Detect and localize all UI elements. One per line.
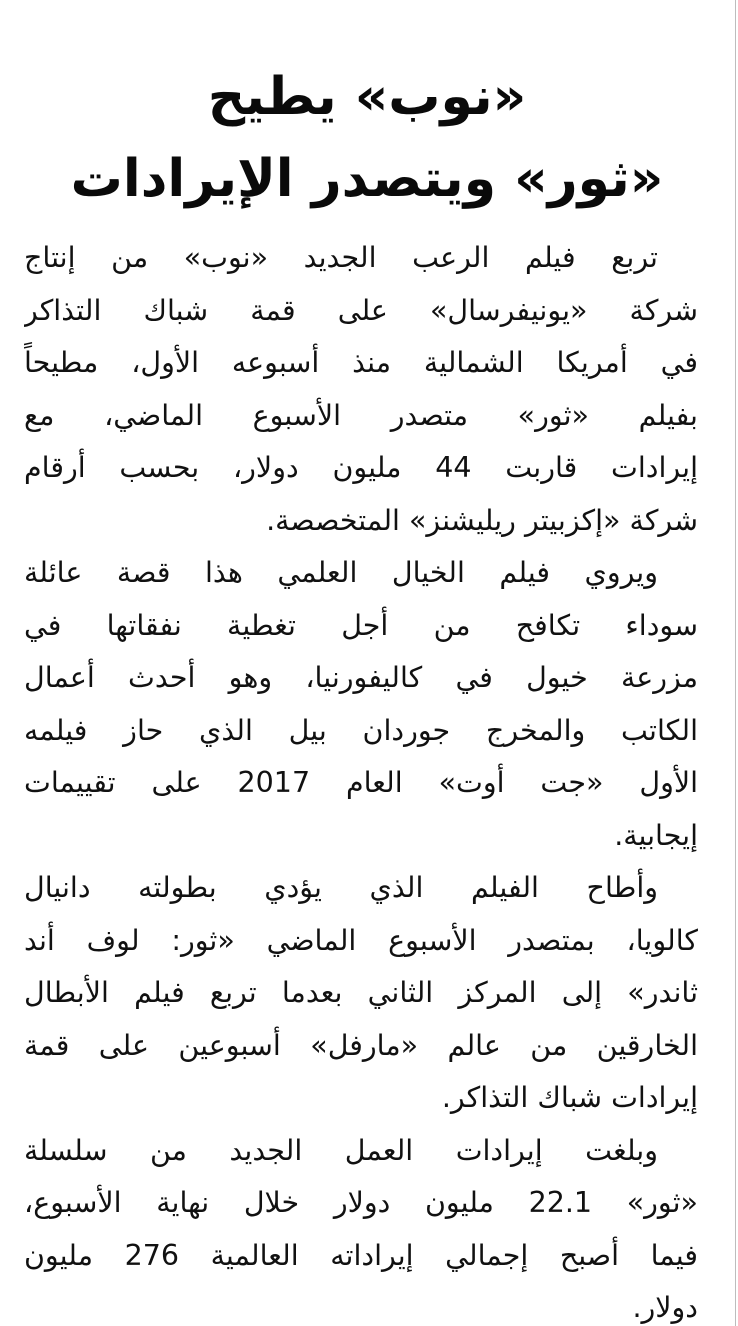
paragraph-1-line: شركة «يونيفرسال» على قمة شباك التذاكر bbox=[24, 293, 698, 327]
paragraph-3-line: إيرادات شباك التذاكر. bbox=[441, 1081, 698, 1114]
paragraph-4-line: «ثور» 22.1 مليون دولار خلال نهاية الأسبوع، bbox=[24, 1186, 698, 1219]
paragraph-3-line: ثاندر» إلى المركز الثاني بعدما تربع فيلم الأبطال bbox=[24, 976, 698, 1009]
paragraph-2-line: سوداء تكافح من أجل تغطية نفقاتها في bbox=[24, 608, 698, 642]
column-divider bbox=[735, 0, 736, 1326]
paragraph-2-line: الكاتب والمخرج جوردان بيل الذي حاز فيلمه bbox=[24, 713, 698, 747]
paragraph-3-line: الخارقين من عالم «مارفل» أسبوعين على قمة bbox=[24, 1028, 698, 1062]
paragraph-1-line: شركة «إكزبيتر ريليشنز» المتخصصة. bbox=[266, 503, 698, 537]
paragraph-1-line: إيرادات قاربت 44 مليون دولار، بحسب أرقام bbox=[24, 451, 698, 484]
paragraph-2-line: ويروي فيلم الخيال العلمي هذا قصة عائلة bbox=[24, 556, 658, 589]
headline-line: «نوب» يطيح bbox=[207, 67, 527, 127]
paragraph-4-line: دولار. bbox=[632, 1291, 698, 1324]
paragraph-3-line: وأطاح الفيلم الذي يؤدي بطولته دانيال bbox=[24, 871, 658, 904]
paragraph-4-line: فيما أصبح إجمالي إيراداته العالمية 276 مليون bbox=[24, 1238, 698, 1272]
headline-line: «ثور» ويتصدر الإيرادات bbox=[70, 149, 664, 209]
paragraph-2-line: مزرعة خيول في كاليفورنيا، وهو أحدث أعمال bbox=[24, 661, 698, 694]
headline bbox=[20, 56, 714, 220]
paragraph-2-line: إيجابية. bbox=[614, 818, 698, 852]
article-body bbox=[24, 232, 698, 1326]
paragraph-3-line: كالويا، بمتصدر الأسبوع الماضي «ثور: لوف أند bbox=[24, 923, 698, 957]
paragraph-1-line: تربع فيلم الرعب الجديد «نوب» من إنتاج bbox=[24, 241, 658, 274]
paragraph-2-line: الأول «جت أوت» العام 2017 على تقييمات bbox=[24, 766, 698, 799]
paragraph-4-line: وبلغت إيرادات العمل الجديد من سلسلة bbox=[24, 1133, 658, 1167]
paragraph-1-line: في أمريكا الشمالية منذ أسبوعه الأول، مطيحاً bbox=[24, 346, 698, 379]
paragraph-1-line: بفيلم «ثور» متصدر الأسبوع الماضي، مع bbox=[24, 398, 698, 432]
